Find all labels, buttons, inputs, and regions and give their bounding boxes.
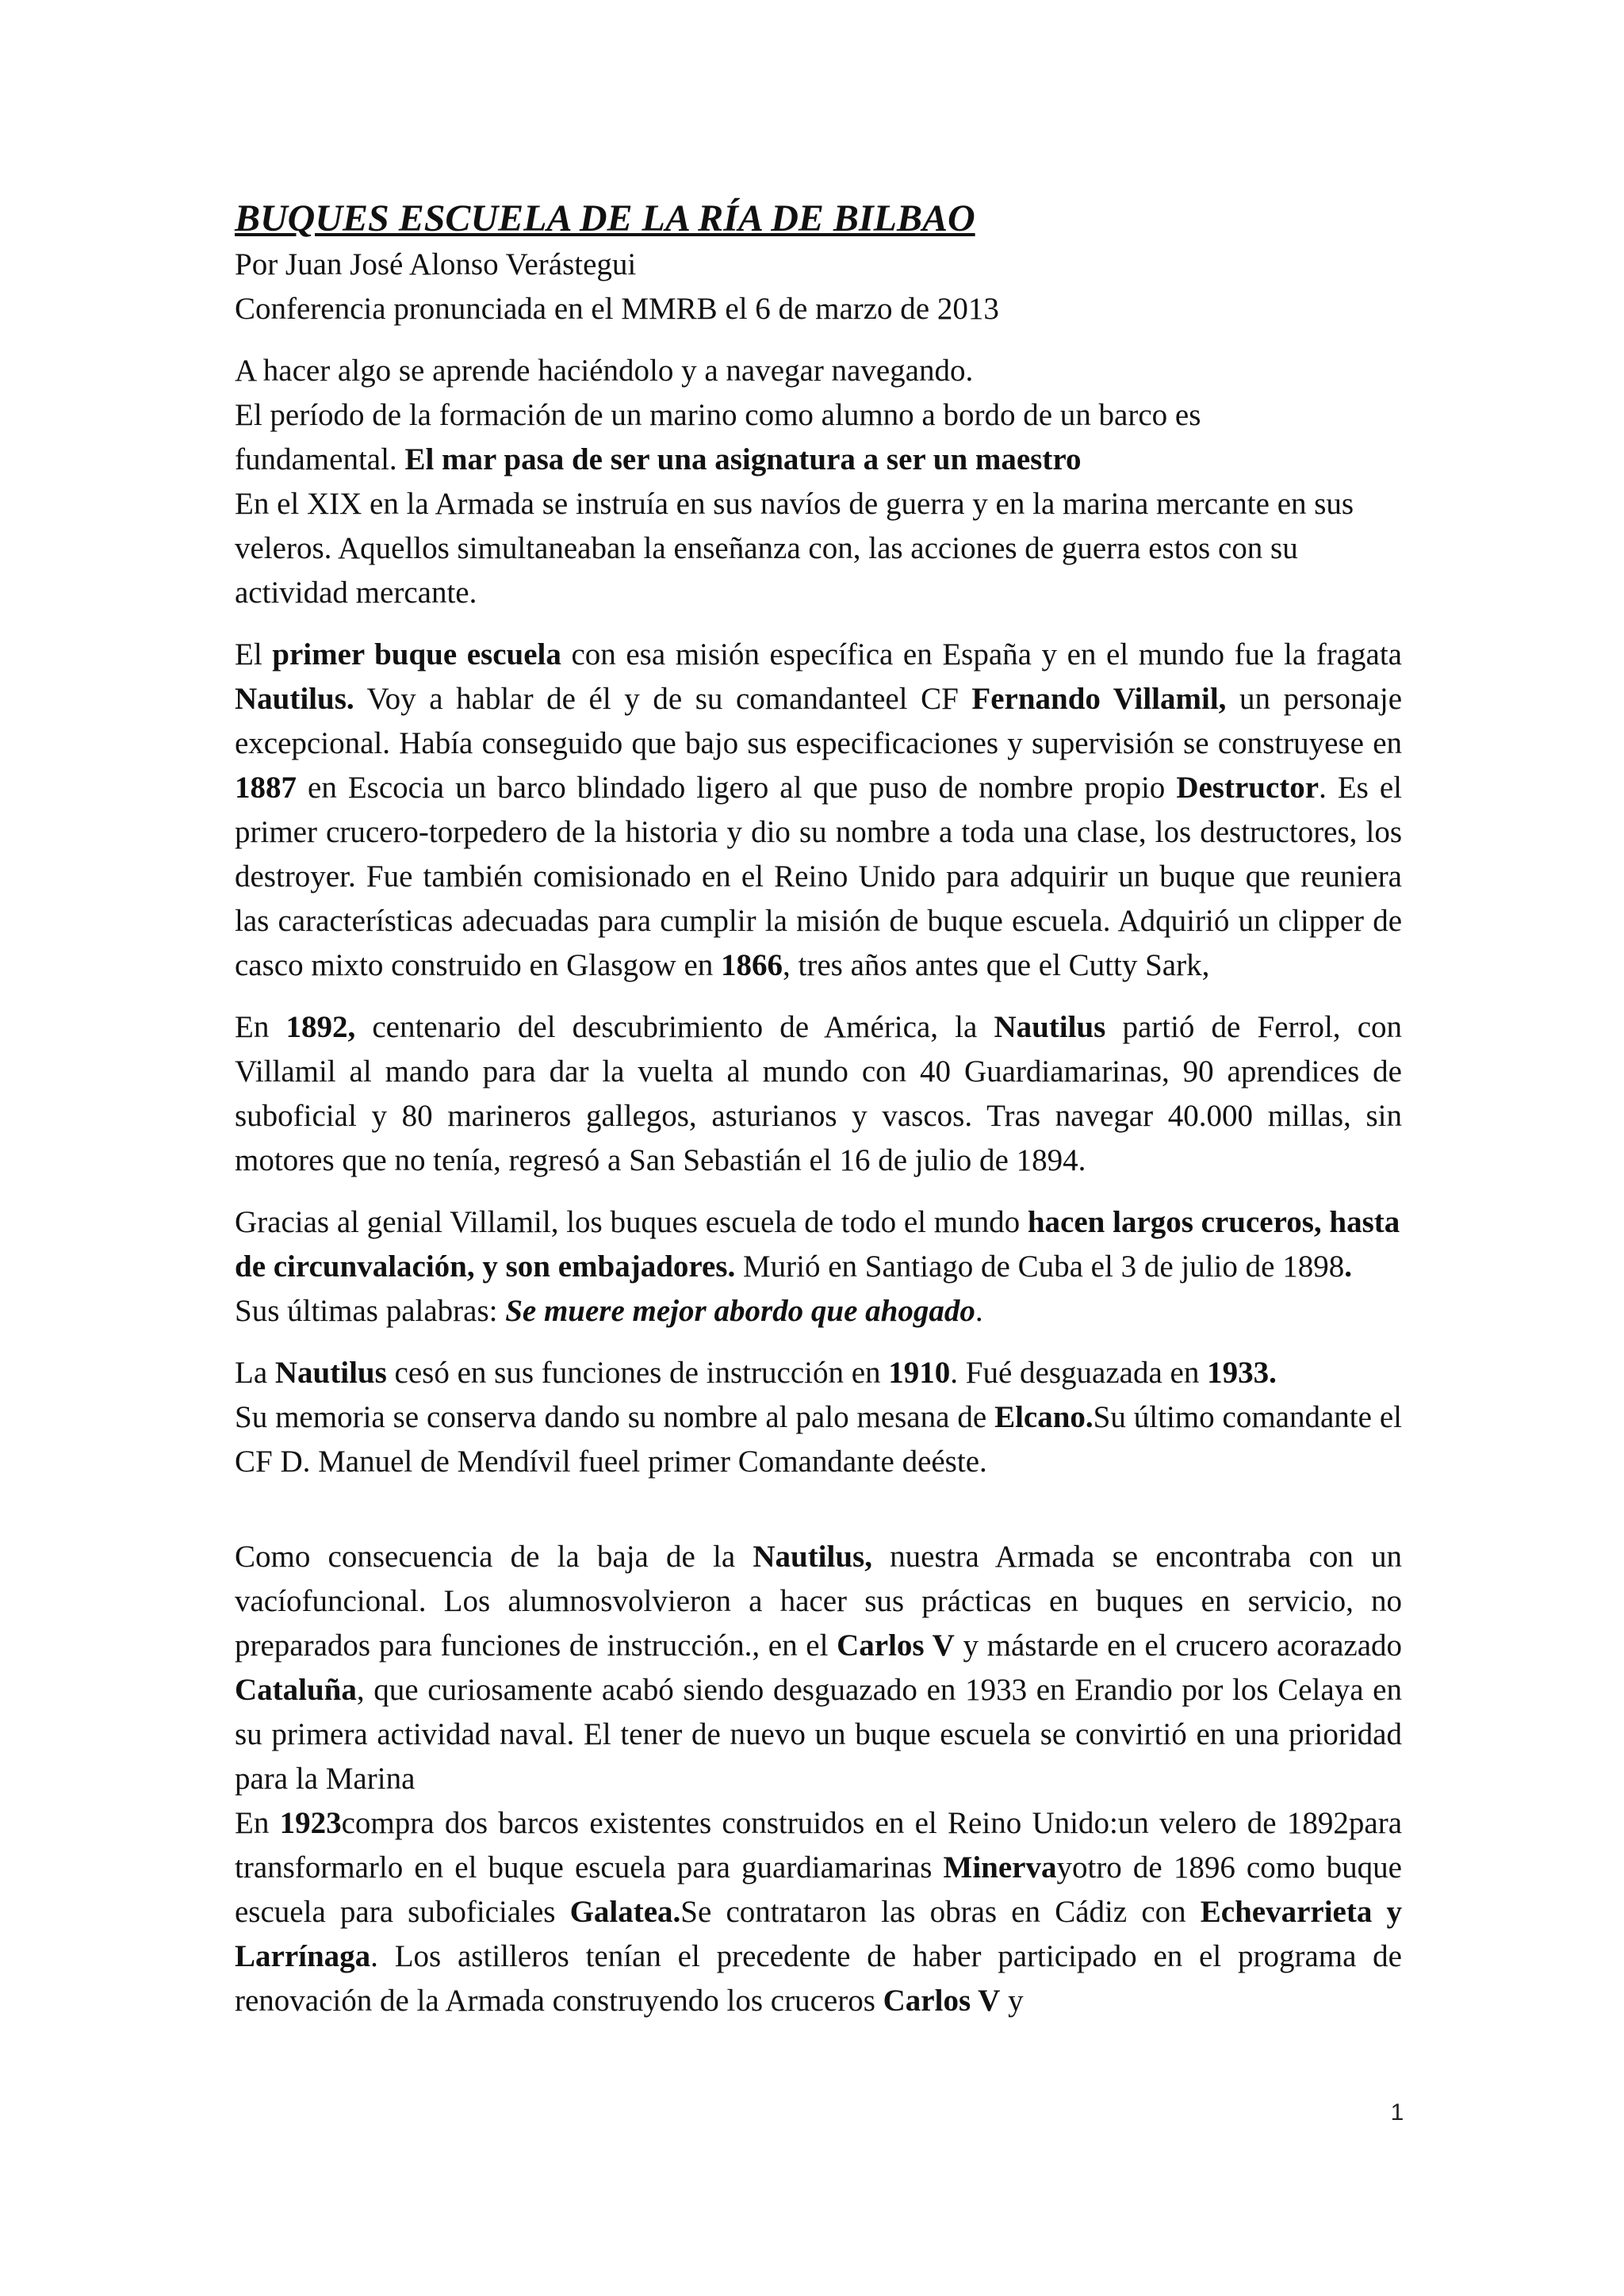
bold-run: Destructor <box>1176 771 1320 805</box>
text-run: en Escocia un barco blindado ligero al que puso de nombre propio <box>297 771 1177 805</box>
text-run: Se contrataron las obras en Cádiz con <box>680 1895 1201 1929</box>
bold-run: . <box>1344 1249 1352 1284</box>
intro-line-2: El período de la formación de un marino como alumno a bordo de un barco es <box>235 398 1201 432</box>
intro-text: fundamental. <box>235 442 405 476</box>
text-run: Gracias al genial Villamil, los buques escuela de todo el mundo <box>235 1205 1028 1239</box>
end-line-2 <box>235 1395 1402 1484</box>
text-run: Sus últimas palabras: <box>235 1294 506 1328</box>
paragraph-successors <box>235 1535 1402 2023</box>
text-run: En <box>235 1010 286 1044</box>
end-line-1 <box>235 1351 1402 1395</box>
bold-run: Nautilus. <box>235 682 354 716</box>
intro-line-4: En el XIX en la Armada se instruía en sus navíos de guerra y en la marina mercante en sus veleros. Aquellos simultaneaban la enseñanza con, las acciones de guerra estos con su actividad mercante. <box>235 487 1354 610</box>
text-run: . Fué desguazada en <box>950 1356 1208 1390</box>
text-run: yotro de 1896 como buque escuela para suboficiales <box>235 1850 1402 1929</box>
bold-run: 1892, <box>285 1010 356 1044</box>
document-title: BUQUES ESCUELA DE LA RÍA DE BILBAO <box>235 197 975 239</box>
bold-run: 1866 <box>721 948 783 982</box>
text-run: Voy a hablar de él y de su comandanteel CF <box>354 682 972 716</box>
bold-run: 1923 <box>279 1806 342 1840</box>
bold-run: Fernando Villamil, <box>971 682 1227 716</box>
text-run: , tres años antes que el Cutty Sark, <box>783 948 1210 982</box>
text-run: Murió en Santiago de Cuba el 3 de julio de 1898 <box>735 1249 1345 1284</box>
paragraph-villamil <box>235 1200 1402 1334</box>
text-run: y mástarde en el crucero acorazado <box>954 1628 1403 1663</box>
text-run: , que curiosamente acabó siendo desguazado en 1933 en Erandio por los Celaya en su primera actividad naval. El tener de nuevo un buque escuela se convirtió en una prioridad para la Marina <box>235 1673 1402 1796</box>
text-run: . <box>975 1294 983 1328</box>
text-run: . Es el primer crucero-torpedero de la historia y dio su nombre a toda una clase, los destructores, los destroyer. Fue también comisionado en el Reino Unido para adquirir un buque que reuniera las características adecuadas para cumplir la misión de buque escuela. Adquirió un clipper de casco mixto construido en Glasgow en <box>235 771 1402 982</box>
text-run: y <box>1000 1984 1024 2018</box>
bold-run: 1887 <box>235 771 297 805</box>
bold-run: Nautilus, <box>753 1540 872 1574</box>
bold-run: primer buque escuela <box>272 637 561 672</box>
event-line: Conferencia pronunciada en el MMRB el 6 de marzo de 2013 <box>235 292 999 326</box>
paragraph-end-nautilus <box>235 1351 1402 1484</box>
intro-highlight: El mar pasa de ser una asignatura a ser un maestro <box>404 442 1082 476</box>
successors-part-2 <box>235 1801 1402 2023</box>
text-run: centenario del descubrimiento de América, la <box>355 1010 994 1044</box>
text-run: nuestra Armada se encontraba con un vacíofuncional. Los alumnosvolvieron a hacer sus prácticas en buques en servicio, no preparados para funciones de instrucción., en el <box>235 1540 1402 1663</box>
text-run: Su memoria se conserva dando su nombre al palo mesana de <box>235 1400 995 1434</box>
bold-run: hacen largos cruceros, hasta de circunvalación, y son embajadores. <box>235 1205 1400 1284</box>
bold-run: Carlos V <box>837 1628 955 1663</box>
text-run: Como consecuencia de la baja de la <box>235 1540 753 1574</box>
page-number: 1 <box>1390 2099 1404 2126</box>
text-run: con esa misión específica en España y en el mundo fue la fragata <box>561 637 1402 672</box>
bold-run: 1910 <box>888 1356 951 1390</box>
bold-run: Echevarrieta y Larrínaga <box>235 1895 1403 1973</box>
bold-run: 1933. <box>1207 1356 1277 1390</box>
paragraph-voyage <box>235 1005 1402 1183</box>
text-run: El <box>235 637 273 672</box>
text-run: . Los astilleros tenían el precedente de haber participado en el programa de renovación de la Armada construyendo los cruceros <box>235 1939 1402 2018</box>
text-run: compra dos barcos existentes construidos en el Reino Unido:un velero de 1892para transformarlo en el buque escuela para guardiamarinas <box>235 1806 1403 1885</box>
bold-run: Minerva <box>943 1850 1057 1885</box>
page-content <box>235 195 1402 2023</box>
bold-run: Galatea. <box>569 1895 681 1929</box>
bold-run: Carlos V <box>883 1984 1001 2018</box>
paragraph-nautilus <box>235 633 1402 988</box>
successors-part-1 <box>235 1535 1402 1801</box>
text-run: cesó en sus funciones de instrucción en <box>386 1356 889 1390</box>
bold-run: Nautilus <box>274 1356 387 1390</box>
paragraph-intro <box>235 349 1402 615</box>
author-line: Por Juan José Alonso Verástegui <box>235 247 637 281</box>
bold-run: Cataluña <box>235 1673 357 1707</box>
text-run: Su último comandante el CF D. Manuel de Mendívil fueel primer Comandante deéste. <box>235 1400 1402 1479</box>
text-run: En <box>235 1806 280 1840</box>
bold-run: Elcano. <box>994 1400 1094 1434</box>
text-run: un personaje excepcional. Había conseguido que bajo sus especificaciones y supervisión se construyese en <box>235 682 1403 760</box>
intro-line-3 <box>235 438 1402 482</box>
text-run: La <box>235 1356 275 1390</box>
intro-line-1: A hacer algo se aprende haciéndolo y a navegar navegando. <box>235 354 974 388</box>
text-run: partió de Ferrol, con Villamil al mando para dar la vuelta al mundo con 40 Guardiamarinas, 90 aprendices de suboficial y 80 marineros gallegos, asturianos y vascos. Tras navegar 40.000 millas, sin motores que no tenía, regresó a San Sebastián el 16 de julio de 1894. <box>235 1010 1403 1177</box>
bold-italic-quote: Se muere mejor abordo que ahogado <box>505 1294 975 1328</box>
bold-run: Nautilus <box>994 1010 1106 1044</box>
